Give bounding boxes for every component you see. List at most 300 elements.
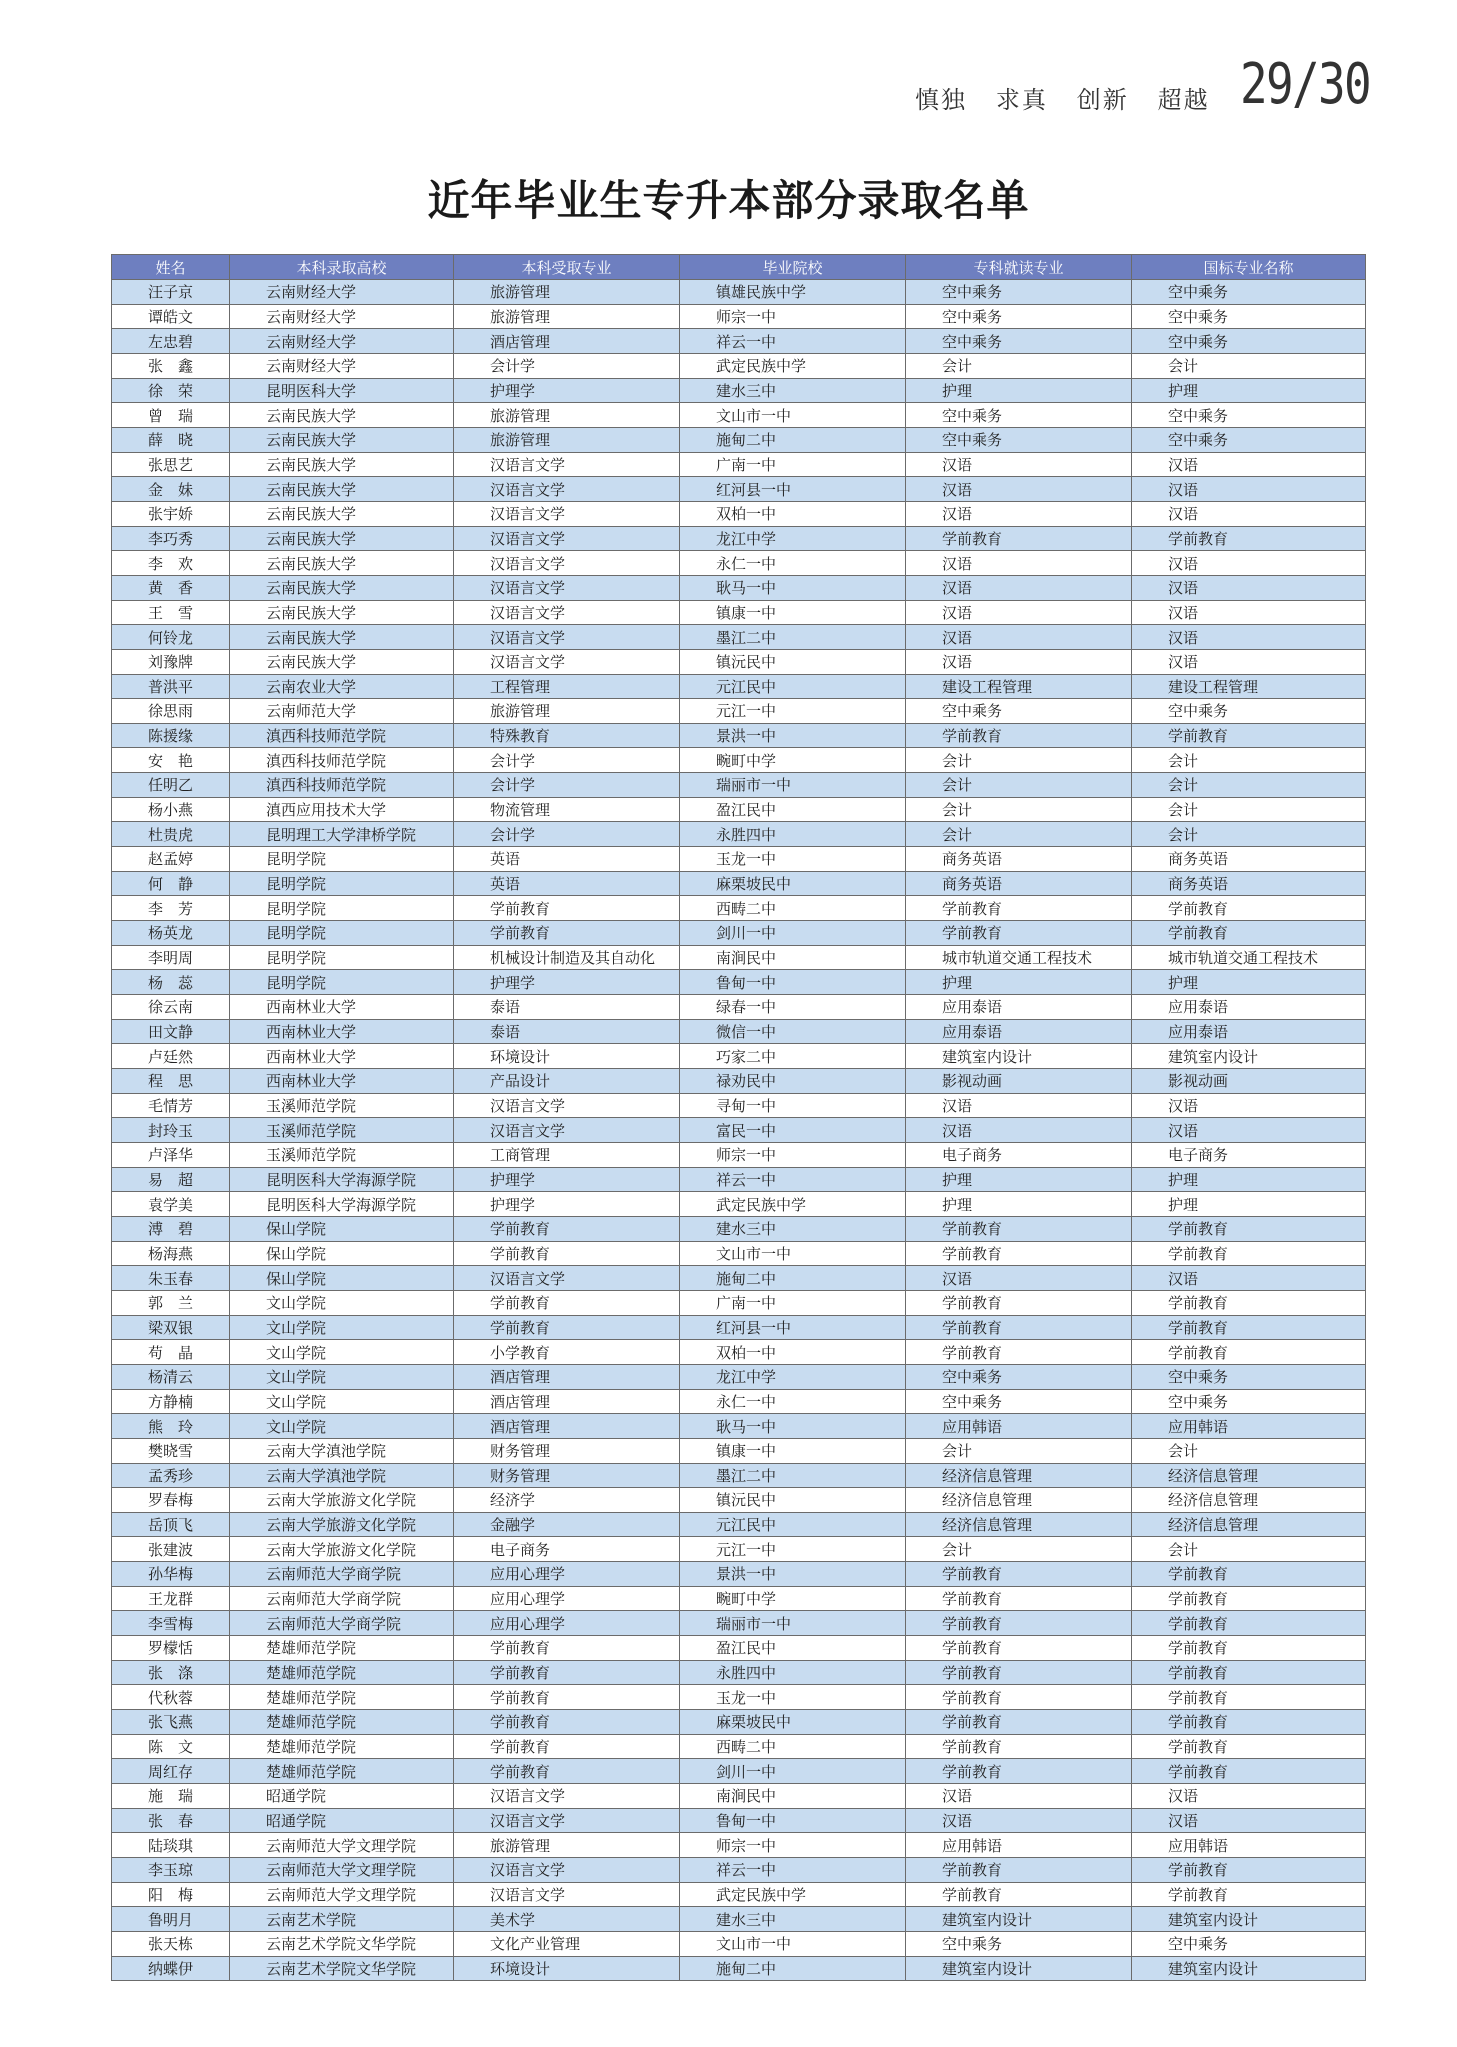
cell-name: 李 欢 (112, 551, 230, 576)
cell-university: 滇西科技师范学院 (230, 748, 454, 773)
cell-standard-major: 汉语 (1132, 1118, 1366, 1143)
cell-university: 滇西应用技术大学 (230, 797, 454, 822)
cell-major: 学前教育 (454, 1759, 680, 1784)
cell-graduated-school: 师宗一中 (680, 304, 906, 329)
cell-college-major: 汉语 (906, 625, 1132, 650)
cell-name: 陈援缘 (112, 723, 230, 748)
table-row (112, 1093, 1366, 1118)
cell-graduated-school: 畹町中学 (680, 748, 906, 773)
cell-university: 西南林业大学 (230, 995, 454, 1020)
cell-college-major: 汉语 (906, 649, 1132, 674)
cell-name: 张建波 (112, 1537, 230, 1562)
cell-college-major: 商务英语 (906, 847, 1132, 872)
cell-graduated-school: 麻栗坡民中 (680, 1710, 906, 1735)
cell-university: 楚雄师范学院 (230, 1734, 454, 1759)
cell-major: 应用心理学 (454, 1586, 680, 1611)
cell-college-major: 会计 (906, 1438, 1132, 1463)
cell-graduated-school: 武定民族中学 (680, 353, 906, 378)
cell-university: 西南林业大学 (230, 1069, 454, 1094)
cell-graduated-school: 盈江民中 (680, 1636, 906, 1661)
cell-university: 云南大学旅游文化学院 (230, 1537, 454, 1562)
table-row (112, 427, 1366, 452)
cell-name: 刘豫牌 (112, 649, 230, 674)
table-row (112, 921, 1366, 946)
cell-name: 郭 兰 (112, 1290, 230, 1315)
cell-name: 卢廷然 (112, 1044, 230, 1069)
cell-major: 学前教育 (454, 1685, 680, 1710)
cell-standard-major: 空中乘务 (1132, 329, 1366, 354)
cell-university: 云南民族大学 (230, 427, 454, 452)
cell-university: 楚雄师范学院 (230, 1710, 454, 1735)
cell-name: 曾 瑞 (112, 403, 230, 428)
cell-college-major: 学前教育 (906, 1734, 1132, 1759)
cell-college-major: 汉语 (906, 1784, 1132, 1809)
cell-university: 云南艺术学院 (230, 1907, 454, 1932)
table-row (112, 1044, 1366, 1069)
cell-standard-major: 学前教育 (1132, 1562, 1366, 1587)
cell-name: 阳 梅 (112, 1882, 230, 1907)
cell-college-major: 学前教育 (906, 1586, 1132, 1611)
cell-graduated-school: 武定民族中学 (680, 1192, 906, 1217)
cell-college-major: 汉语 (906, 477, 1132, 502)
cell-university: 西南林业大学 (230, 1019, 454, 1044)
cell-major: 应用心理学 (454, 1562, 680, 1587)
cell-major: 汉语言文学 (454, 600, 680, 625)
cell-name: 程 思 (112, 1069, 230, 1094)
cell-college-major: 护理 (906, 378, 1132, 403)
cell-graduated-school: 麻栗坡民中 (680, 871, 906, 896)
cell-graduated-school: 施甸二中 (680, 1956, 906, 1981)
cell-name: 李雪梅 (112, 1611, 230, 1636)
table-row (112, 1216, 1366, 1241)
cell-university: 楚雄师范学院 (230, 1636, 454, 1661)
cell-university: 云南师范大学 (230, 699, 454, 724)
cell-college-major: 汉语 (906, 1093, 1132, 1118)
cell-graduated-school: 耿马一中 (680, 575, 906, 600)
cell-standard-major: 空中乘务 (1132, 1931, 1366, 1956)
cell-name: 杨小燕 (112, 797, 230, 822)
cell-university: 昆明学院 (230, 871, 454, 896)
cell-graduated-school: 镇沅民中 (680, 1488, 906, 1513)
table-row (112, 797, 1366, 822)
cell-graduated-school: 祥云一中 (680, 329, 906, 354)
cell-major: 汉语言文学 (454, 1118, 680, 1143)
table-row (112, 1907, 1366, 1932)
cell-standard-major: 学前教育 (1132, 1241, 1366, 1266)
cell-college-major: 空中乘务 (906, 329, 1132, 354)
cell-university: 楚雄师范学院 (230, 1660, 454, 1685)
cell-standard-major: 建筑室内设计 (1132, 1044, 1366, 1069)
cell-standard-major: 空中乘务 (1132, 1389, 1366, 1414)
table-row (112, 1931, 1366, 1956)
cell-standard-major: 应用泰语 (1132, 995, 1366, 1020)
cell-name: 陈 文 (112, 1734, 230, 1759)
cell-graduated-school: 双柏一中 (680, 1340, 906, 1365)
cell-university: 昆明学院 (230, 970, 454, 995)
table-row (112, 1290, 1366, 1315)
cell-major: 金融学 (454, 1512, 680, 1537)
cell-graduated-school: 绿春一中 (680, 995, 906, 1020)
cell-name: 杜贵虎 (112, 822, 230, 847)
cell-name: 卢泽华 (112, 1142, 230, 1167)
cell-college-major: 学前教育 (906, 1685, 1132, 1710)
cell-name: 孙华梅 (112, 1562, 230, 1587)
cell-college-major: 学前教育 (906, 921, 1132, 946)
cell-graduated-school: 镇康一中 (680, 1438, 906, 1463)
cell-university: 滇西科技师范学院 (230, 773, 454, 798)
table-row (112, 773, 1366, 798)
cell-graduated-school: 武定民族中学 (680, 1882, 906, 1907)
cell-standard-major: 护理 (1132, 970, 1366, 995)
table-row (112, 896, 1366, 921)
cell-college-major: 建筑室内设计 (906, 1907, 1132, 1932)
cell-university: 云南民族大学 (230, 452, 454, 477)
table-row (112, 970, 1366, 995)
cell-graduated-school: 双柏一中 (680, 501, 906, 526)
cell-standard-major: 学前教育 (1132, 1611, 1366, 1636)
cell-major: 特殊教育 (454, 723, 680, 748)
cell-standard-major: 应用韩语 (1132, 1414, 1366, 1439)
cell-university: 云南师范大学商学院 (230, 1586, 454, 1611)
cell-standard-major: 汉语 (1132, 1784, 1366, 1809)
table-row (112, 1364, 1366, 1389)
cell-standard-major: 空中乘务 (1132, 427, 1366, 452)
cell-college-major: 学前教育 (906, 1340, 1132, 1365)
cell-college-major: 汉语 (906, 1266, 1132, 1291)
cell-college-major: 学前教育 (906, 896, 1132, 921)
column-header-major: 本科受取专业 (454, 255, 680, 280)
cell-standard-major: 空中乘务 (1132, 304, 1366, 329)
cell-major: 护理学 (454, 378, 680, 403)
cell-major: 学前教育 (454, 1710, 680, 1735)
cell-name: 易 超 (112, 1167, 230, 1192)
cell-college-major: 经济信息管理 (906, 1488, 1132, 1513)
cell-graduated-school: 瑞丽市一中 (680, 773, 906, 798)
cell-graduated-school: 景洪一中 (680, 723, 906, 748)
cell-graduated-school: 畹町中学 (680, 1586, 906, 1611)
cell-standard-major: 学前教育 (1132, 1759, 1366, 1784)
cell-college-major: 建设工程管理 (906, 674, 1132, 699)
cell-name: 苟 晶 (112, 1340, 230, 1365)
table-row (112, 1759, 1366, 1784)
column-header-standard-major: 国标专业名称 (1132, 255, 1366, 280)
cell-university: 保山学院 (230, 1266, 454, 1291)
cell-college-major: 学前教育 (906, 1660, 1132, 1685)
cell-major: 学前教育 (454, 921, 680, 946)
cell-graduated-school: 文山市一中 (680, 403, 906, 428)
cell-name: 张 涤 (112, 1660, 230, 1685)
cell-college-major: 护理 (906, 1167, 1132, 1192)
cell-major: 护理学 (454, 1167, 680, 1192)
cell-major: 机械设计制造及其自动化 (454, 945, 680, 970)
table-row (112, 649, 1366, 674)
cell-name: 罗檬恬 (112, 1636, 230, 1661)
cell-name: 薛 晓 (112, 427, 230, 452)
cell-standard-major: 会计 (1132, 822, 1366, 847)
table-row (112, 1142, 1366, 1167)
table-row (112, 575, 1366, 600)
table-row (112, 945, 1366, 970)
cell-graduated-school: 镇雄民族中学 (680, 280, 906, 305)
cell-university: 云南师范大学文理学院 (230, 1858, 454, 1883)
table-row (112, 477, 1366, 502)
cell-standard-major: 汉语 (1132, 1093, 1366, 1118)
cell-major: 环境设计 (454, 1956, 680, 1981)
cell-college-major: 会计 (906, 822, 1132, 847)
cell-university: 云南师范大学文理学院 (230, 1833, 454, 1858)
cell-college-major: 空中乘务 (906, 403, 1132, 428)
cell-major: 旅游管理 (454, 427, 680, 452)
cell-graduated-school: 玉龙一中 (680, 847, 906, 872)
cell-standard-major: 经济信息管理 (1132, 1488, 1366, 1513)
cell-college-major: 空中乘务 (906, 427, 1132, 452)
table-row (112, 748, 1366, 773)
cell-university: 昭通学院 (230, 1808, 454, 1833)
cell-university: 云南大学滇池学院 (230, 1438, 454, 1463)
cell-name: 封玲玉 (112, 1118, 230, 1143)
cell-name: 杨海燕 (112, 1241, 230, 1266)
cell-graduated-school: 耿马一中 (680, 1414, 906, 1439)
table-row (112, 1586, 1366, 1611)
cell-university: 云南大学滇池学院 (230, 1463, 454, 1488)
cell-university: 文山学院 (230, 1340, 454, 1365)
table-row (112, 1389, 1366, 1414)
cell-university: 文山学院 (230, 1414, 454, 1439)
cell-college-major: 城市轨道交通工程技术 (906, 945, 1132, 970)
cell-college-major: 汉语 (906, 1118, 1132, 1143)
cell-name: 张 春 (112, 1808, 230, 1833)
cell-graduated-school: 广南一中 (680, 1290, 906, 1315)
cell-major: 环境设计 (454, 1044, 680, 1069)
cell-university: 保山学院 (230, 1216, 454, 1241)
cell-standard-major: 汉语 (1132, 501, 1366, 526)
cell-name: 王龙群 (112, 1586, 230, 1611)
cell-college-major: 学前教育 (906, 1611, 1132, 1636)
cell-university: 昆明学院 (230, 921, 454, 946)
cell-name: 溥 碧 (112, 1216, 230, 1241)
cell-college-major: 应用韩语 (906, 1414, 1132, 1439)
cell-major: 会计学 (454, 748, 680, 773)
cell-standard-major: 应用韩语 (1132, 1833, 1366, 1858)
cell-college-major: 学前教育 (906, 1882, 1132, 1907)
table-row (112, 1956, 1366, 1981)
cell-major: 酒店管理 (454, 1414, 680, 1439)
cell-college-major: 学前教育 (906, 1636, 1132, 1661)
table-row (112, 1315, 1366, 1340)
cell-graduated-school: 永胜四中 (680, 1660, 906, 1685)
cell-college-major: 会计 (906, 773, 1132, 798)
cell-university: 西南林业大学 (230, 1044, 454, 1069)
cell-major: 小学教育 (454, 1340, 680, 1365)
cell-university: 文山学院 (230, 1290, 454, 1315)
cell-graduated-school: 建水三中 (680, 378, 906, 403)
table-row (112, 403, 1366, 428)
cell-name: 朱玉春 (112, 1266, 230, 1291)
cell-standard-major: 电子商务 (1132, 1142, 1366, 1167)
cell-standard-major: 汉语 (1132, 1808, 1366, 1833)
cell-major: 会计学 (454, 773, 680, 798)
cell-name: 周红存 (112, 1759, 230, 1784)
cell-university: 云南民族大学 (230, 526, 454, 551)
table-row (112, 871, 1366, 896)
cell-major: 汉语言文学 (454, 1858, 680, 1883)
cell-standard-major: 护理 (1132, 1167, 1366, 1192)
cell-college-major: 汉语 (906, 600, 1132, 625)
table-row (112, 1537, 1366, 1562)
page-number: 29/30 (1240, 52, 1371, 117)
cell-standard-major: 汉语 (1132, 575, 1366, 600)
cell-name: 岳顶飞 (112, 1512, 230, 1537)
table-row (112, 674, 1366, 699)
cell-name: 何铃龙 (112, 625, 230, 650)
cell-standard-major: 城市轨道交通工程技术 (1132, 945, 1366, 970)
cell-major: 旅游管理 (454, 280, 680, 305)
cell-college-major: 学前教育 (906, 1216, 1132, 1241)
cell-graduated-school: 龙江中学 (680, 1364, 906, 1389)
cell-graduated-school: 剑川一中 (680, 921, 906, 946)
cell-major: 财务管理 (454, 1438, 680, 1463)
cell-standard-major: 商务英语 (1132, 847, 1366, 872)
cell-college-major: 学前教育 (906, 723, 1132, 748)
cell-standard-major: 会计 (1132, 797, 1366, 822)
table-row (112, 1167, 1366, 1192)
cell-major: 学前教育 (454, 1290, 680, 1315)
cell-university: 昆明医科大学 (230, 378, 454, 403)
cell-college-major: 空中乘务 (906, 699, 1132, 724)
cell-college-major: 学前教育 (906, 1241, 1132, 1266)
cell-graduated-school: 永仁一中 (680, 1389, 906, 1414)
cell-major: 英语 (454, 847, 680, 872)
cell-name: 黄 香 (112, 575, 230, 600)
cell-college-major: 护理 (906, 970, 1132, 995)
cell-graduated-school: 永胜四中 (680, 822, 906, 847)
cell-major: 应用心理学 (454, 1611, 680, 1636)
cell-graduated-school: 红河县一中 (680, 1315, 906, 1340)
cell-major: 旅游管理 (454, 403, 680, 428)
cell-major: 经济学 (454, 1488, 680, 1513)
cell-name: 张天栋 (112, 1931, 230, 1956)
cell-standard-major: 会计 (1132, 748, 1366, 773)
cell-college-major: 学前教育 (906, 1710, 1132, 1735)
table-row (112, 822, 1366, 847)
page-title: 近年毕业生专升本部分录取名单 (427, 176, 1030, 225)
table-row (112, 526, 1366, 551)
cell-standard-major: 汉语 (1132, 649, 1366, 674)
cell-university: 云南农业大学 (230, 674, 454, 699)
cell-name: 左忠碧 (112, 329, 230, 354)
cell-name: 毛情芳 (112, 1093, 230, 1118)
cell-college-major: 空中乘务 (906, 280, 1132, 305)
table-row (112, 1808, 1366, 1833)
cell-standard-major: 建筑室内设计 (1132, 1907, 1366, 1932)
cell-name: 李玉琼 (112, 1858, 230, 1883)
table-row (112, 1833, 1366, 1858)
school-motto: 慎独 求真 创新 超越 (915, 86, 1210, 114)
cell-standard-major: 学前教育 (1132, 1586, 1366, 1611)
cell-major: 英语 (454, 871, 680, 896)
cell-standard-major: 经济信息管理 (1132, 1463, 1366, 1488)
cell-university: 云南财经大学 (230, 280, 454, 305)
cell-name: 谭皓文 (112, 304, 230, 329)
table-row (112, 1488, 1366, 1513)
table-row (112, 353, 1366, 378)
cell-college-major: 空中乘务 (906, 1389, 1132, 1414)
table-row (112, 280, 1366, 305)
cell-name: 杨 蕊 (112, 970, 230, 995)
cell-standard-major: 经济信息管理 (1132, 1512, 1366, 1537)
cell-university: 昆明医科大学海源学院 (230, 1192, 454, 1217)
cell-major: 汉语言文学 (454, 1882, 680, 1907)
table-row (112, 1858, 1366, 1883)
cell-college-major: 汉语 (906, 1808, 1132, 1833)
cell-name: 金 妹 (112, 477, 230, 502)
cell-graduated-school: 元江一中 (680, 1537, 906, 1562)
cell-standard-major: 会计 (1132, 1438, 1366, 1463)
cell-major: 电子商务 (454, 1537, 680, 1562)
cell-college-major: 学前教育 (906, 526, 1132, 551)
cell-graduated-school: 墨江二中 (680, 625, 906, 650)
cell-university: 云南师范大学商学院 (230, 1562, 454, 1587)
cell-university: 保山学院 (230, 1241, 454, 1266)
cell-standard-major: 空中乘务 (1132, 1364, 1366, 1389)
cell-standard-major: 汉语 (1132, 600, 1366, 625)
cell-university: 文山学院 (230, 1315, 454, 1340)
cell-name: 安 艳 (112, 748, 230, 773)
cell-name: 杨清云 (112, 1364, 230, 1389)
cell-university: 昆明学院 (230, 847, 454, 872)
cell-graduated-school: 盈江民中 (680, 797, 906, 822)
table-row (112, 1019, 1366, 1044)
cell-standard-major: 学前教育 (1132, 1858, 1366, 1883)
cell-university: 云南民族大学 (230, 551, 454, 576)
cell-college-major: 商务英语 (906, 871, 1132, 896)
cell-name: 施 瑞 (112, 1784, 230, 1809)
cell-university: 昆明医科大学海源学院 (230, 1167, 454, 1192)
cell-major: 工程管理 (454, 674, 680, 699)
cell-major: 文化产业管理 (454, 1931, 680, 1956)
admission-table (111, 254, 1366, 1981)
cell-major: 汉语言文学 (454, 551, 680, 576)
table-row (112, 699, 1366, 724)
table-body (112, 280, 1366, 1981)
cell-graduated-school: 瑞丽市一中 (680, 1611, 906, 1636)
table-row (112, 1512, 1366, 1537)
cell-graduated-school: 师宗一中 (680, 1142, 906, 1167)
cell-university: 云南民族大学 (230, 477, 454, 502)
cell-name: 鲁明月 (112, 1907, 230, 1932)
cell-college-major: 建筑室内设计 (906, 1956, 1132, 1981)
cell-graduated-school: 祥云一中 (680, 1167, 906, 1192)
cell-standard-major: 学前教育 (1132, 1882, 1366, 1907)
cell-college-major: 学前教育 (906, 1759, 1132, 1784)
cell-college-major: 汉语 (906, 551, 1132, 576)
cell-standard-major: 学前教育 (1132, 1660, 1366, 1685)
cell-major: 产品设计 (454, 1069, 680, 1094)
cell-college-major: 会计 (906, 797, 1132, 822)
cell-university: 昆明理工大学津桥学院 (230, 822, 454, 847)
cell-university: 昆明学院 (230, 945, 454, 970)
cell-major: 学前教育 (454, 1241, 680, 1266)
cell-major: 学前教育 (454, 1216, 680, 1241)
column-header-graduated-school: 毕业院校 (680, 255, 906, 280)
cell-college-major: 电子商务 (906, 1142, 1132, 1167)
cell-standard-major: 建筑室内设计 (1132, 1956, 1366, 1981)
table-row (112, 1463, 1366, 1488)
cell-university: 云南师范大学文理学院 (230, 1882, 454, 1907)
cell-college-major: 建筑室内设计 (906, 1044, 1132, 1069)
table-row (112, 1414, 1366, 1439)
cell-college-major: 护理 (906, 1192, 1132, 1217)
